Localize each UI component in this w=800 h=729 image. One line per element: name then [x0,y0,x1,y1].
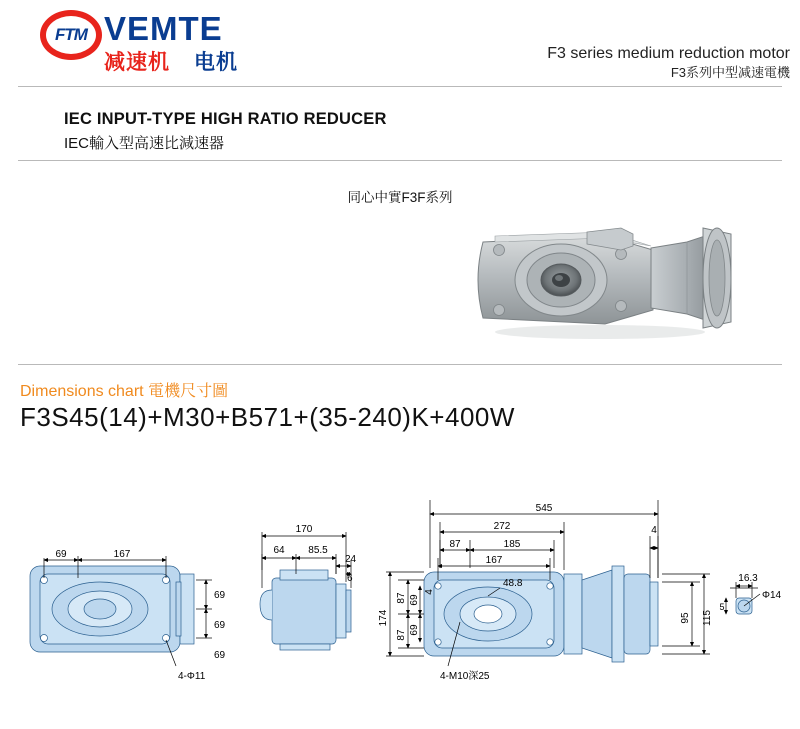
dimension-drawings [0,470,800,729]
product-caption: 同心中實F3F系列 [347,190,453,205]
dim-label: 167 [485,555,503,566]
dim-label: 69 [214,590,226,601]
dim-label: 69 [214,650,226,661]
dimensions-heading-en: Dimensions chart [20,383,144,400]
dim-label: 16.3 [738,573,758,584]
logo-sub-cn-red: 减速机 [104,51,170,74]
page-title-en: IEC INPUT-TYPE HIGH RATIO REDUCER [64,110,387,128]
logo-badge-text: FTM [46,16,96,54]
dim-note: 4-M10深25 [440,671,490,682]
dim-label: 170 [295,524,313,535]
page-title-cn: IEC輸入型高速比減速器 [64,135,225,152]
dim-label: 174 [378,609,389,627]
page-title [64,110,387,153]
dim-label: 85.5 [308,545,328,556]
page-header [0,0,800,88]
logo-wordmark: VEMTE [104,10,223,47]
dim-label: 95 [680,612,691,624]
drawing-front-view [386,500,760,666]
product-photo-svg [455,206,745,346]
dimension-drawings-svg [0,470,800,729]
dim-label: 87 [449,539,461,550]
dim-label: 24 [345,554,357,565]
logo-badge-icon [40,10,102,60]
dim-label: 272 [493,521,511,532]
divider-middle [18,160,782,161]
company-logo [18,8,268,74]
logo-sub-cn-blue: 电机 [194,51,238,74]
series-title [547,44,790,81]
dim-label: 4 [651,525,657,536]
divider-top [18,86,782,87]
dim-label: 64 [273,545,285,556]
dim-label: Φ14 [762,590,782,601]
dim-label: 69 [409,594,420,606]
dim-label: 87 [396,592,407,604]
dim-label: 5 [719,602,725,612]
dim-label: 4 [424,589,435,595]
dim-label: 48.8 [503,578,523,589]
product-photo [455,206,745,346]
dim-label: 69 [55,549,67,560]
series-title-en: F3 series medium reduction motor [547,45,790,62]
dim-label: 115 [702,610,713,626]
dim-label: 69 [214,620,226,631]
dim-label: 6 [347,573,353,584]
dimensions-heading-cn: 電機尺寸圖 [148,383,229,400]
dimensions-heading [20,378,228,401]
series-title-cn: F3系列中型减速電機 [670,65,790,80]
dim-label: 167 [113,549,131,560]
dim-label: 185 [503,539,521,550]
dim-label: 69 [409,624,420,636]
dim-label: 87 [396,629,407,641]
model-code: F3S45(14)+M30+B571+(35-240)K+400W [20,402,515,432]
dim-label: 545 [535,503,553,514]
divider-section [18,364,782,365]
dim-note: 4-Φ11 [178,671,206,682]
drawing-top-view [30,556,212,666]
